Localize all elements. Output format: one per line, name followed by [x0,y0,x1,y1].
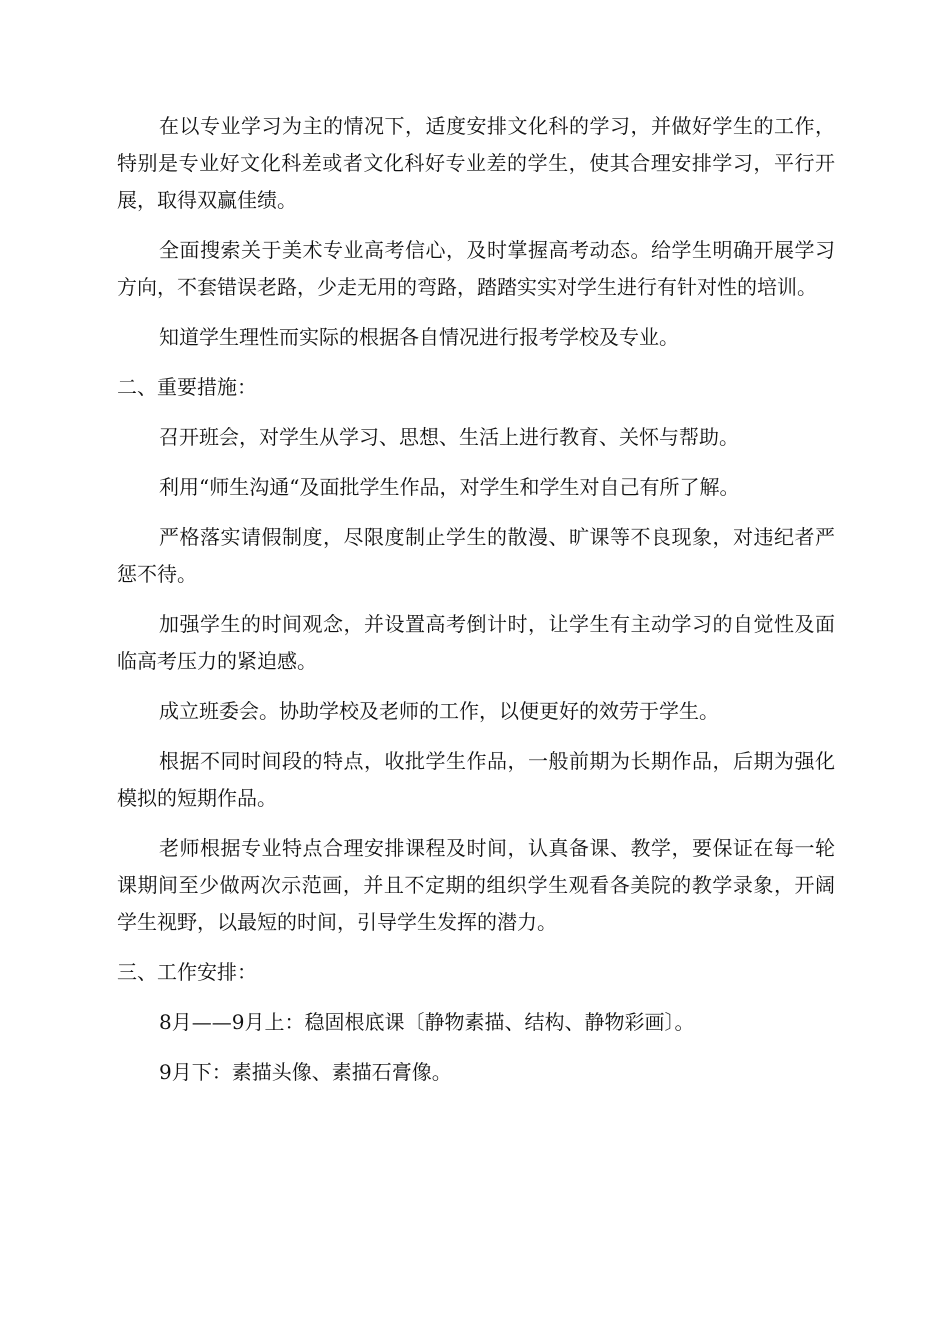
paragraph: 利用“师生沟通“及面批学生作品，对学生和学生对自己有所了解。 [159,475,740,499]
paragraph: 召开班会，对学生从学习、思想、生活上进行教育、关怀与帮助。 [159,425,739,449]
paragraph: 知道学生理性而实际的根据各自情况进行报考学校及专业。 [159,325,679,349]
document-page [117,108,835,1104]
paragraph: 加强学生的时间观念，并设置高考倒计时，让学生有主动学习的自觉性及面临高考压力的紧迫感。 [117,612,835,673]
section-heading: 二、重要措施： [117,375,257,399]
section-heading: 三、工作安排： [117,960,257,984]
paragraph: 老师根据专业特点合理安排课程及时间，认真备课、教学，要保证在每一轮课期间至少做两次示范画，并且不定期的组织学生观看各美院的教学录象，开阔学生视野，以最短的时间，引导学生发挥的潜力。 [117,836,835,934]
paragraph: 成立班委会。协助学校及老师的工作，以便更好的效劳于学生。 [159,699,719,723]
paragraph: 8月——9月上：稳固根底课〔静物素描、结构、静物彩画〕。 [159,1010,695,1034]
paragraph: 9月下：素描头像、素描石膏像。 [159,1060,452,1084]
paragraph: 全面搜索关于美术专业高考信心，及时掌握高考动态。给学生明确开展学习方向，不套错误老路，少走无用的弯路，踏踏实实对学生进行有针对性的培训。 [117,238,835,299]
paragraph: 根据不同时间段的特点，收批学生作品，一般前期为长期作品，后期为强化模拟的短期作品。 [117,749,835,810]
paragraph: 严格落实请假制度，尽限度制止学生的散漫、旷课等不良现象，对违纪者严惩不待。 [117,525,835,586]
paragraph: 在以专业学习为主的情况下，适度安排文化科的学习，并做好学生的工作，特别是专业好文化科差或者文化科好专业差的学生，使其合理安排学习，平行开展，取得双赢佳绩。 [117,114,835,212]
